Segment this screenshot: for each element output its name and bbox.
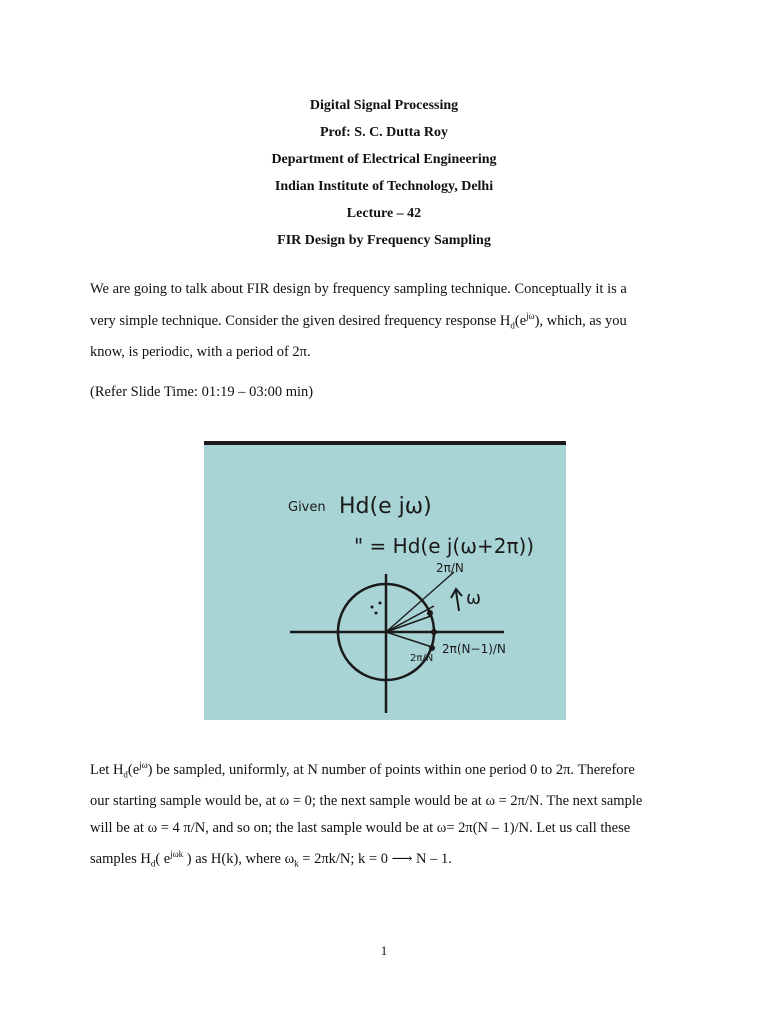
document-header: [0, 92, 768, 254]
slide-drawing: [204, 441, 566, 720]
page-number: 1: [380, 943, 388, 958]
slide-small-dot-2: [379, 602, 382, 605]
course-title: Digital Signal Processing: [309, 98, 459, 113]
slide-sample-dot-2: [429, 645, 435, 651]
refer-slide-time: (Refer Slide Time: 01:19 – 03:00 min): [90, 384, 314, 400]
slide-sample-dot-1: [427, 610, 433, 616]
department-name: Department of Electrical Engineering: [271, 152, 497, 167]
body-line-2: our starting sample would be, at ω = 0; the next sample would be at ω = 2π/N. The next sample: [90, 793, 643, 810]
body-paragraph: [90, 752, 679, 877]
intro-line-3: know, is periodic, with a period of 2π.: [90, 343, 311, 360]
intro-paragraph: [90, 276, 679, 365]
lecture-number: Lecture – 42: [346, 206, 422, 221]
slide-omega-label: ω: [466, 588, 482, 609]
slide-sample-dot-0: [431, 629, 437, 635]
slide-radius-3: [386, 632, 432, 647]
slide-radius-4: [386, 572, 454, 632]
slide-small-dot-1: [371, 606, 374, 609]
slide-2pin-label: 2π/N: [436, 561, 464, 575]
intro-line-1: We are going to talk about FIR design by frequency sampling technique. Conceptually it is a: [90, 281, 627, 297]
lecture-topic: FIR Design by Frequency Sampling: [277, 233, 491, 248]
institute-name: Indian Institute of Technology, Delhi: [274, 179, 494, 194]
slide-2pin1-label: 2π(N−1)/N: [442, 642, 506, 656]
slide-small-dot-3: [375, 612, 378, 615]
slide-given-label: Given: [288, 500, 326, 515]
slide-2pi-over-n-label: 2π/N: [410, 653, 434, 664]
body-line-1: Let $H_d(e^{j\omega})$ be sampled, uniformly, at N number of points within one period 0 to 2π. Therefore: [90, 760, 635, 780]
lecture-slide-image: [204, 441, 566, 720]
slide-hd-expression: Hd(e jω): [339, 494, 432, 519]
slide-equals-line: " = Hd(e j(ω+2π)): [354, 534, 535, 558]
slide-radius-2: [386, 616, 431, 632]
body-line-4: samples $H_d$( $e^{j\omega k}$ ) as H(k), where $\omega_k = 2\pi k/N$; k = 0 ⟶ N – 1.: [90, 849, 452, 869]
professor-name: Prof: S. C. Dutta Roy: [319, 125, 449, 140]
slide-top-border: [204, 441, 566, 445]
slide-omega-arrow: [451, 589, 462, 611]
body-line-3: will be at ω = 4 π/N, and so on; the last sample would be at ω= 2π(N – 1)/N. Let us call these: [90, 819, 631, 836]
slide-radius-1: [386, 606, 434, 632]
intro-line-2: very simple technique. Consider the given desired frequency response $H_d(e^{j\omega})$, which, as you: [90, 310, 627, 331]
